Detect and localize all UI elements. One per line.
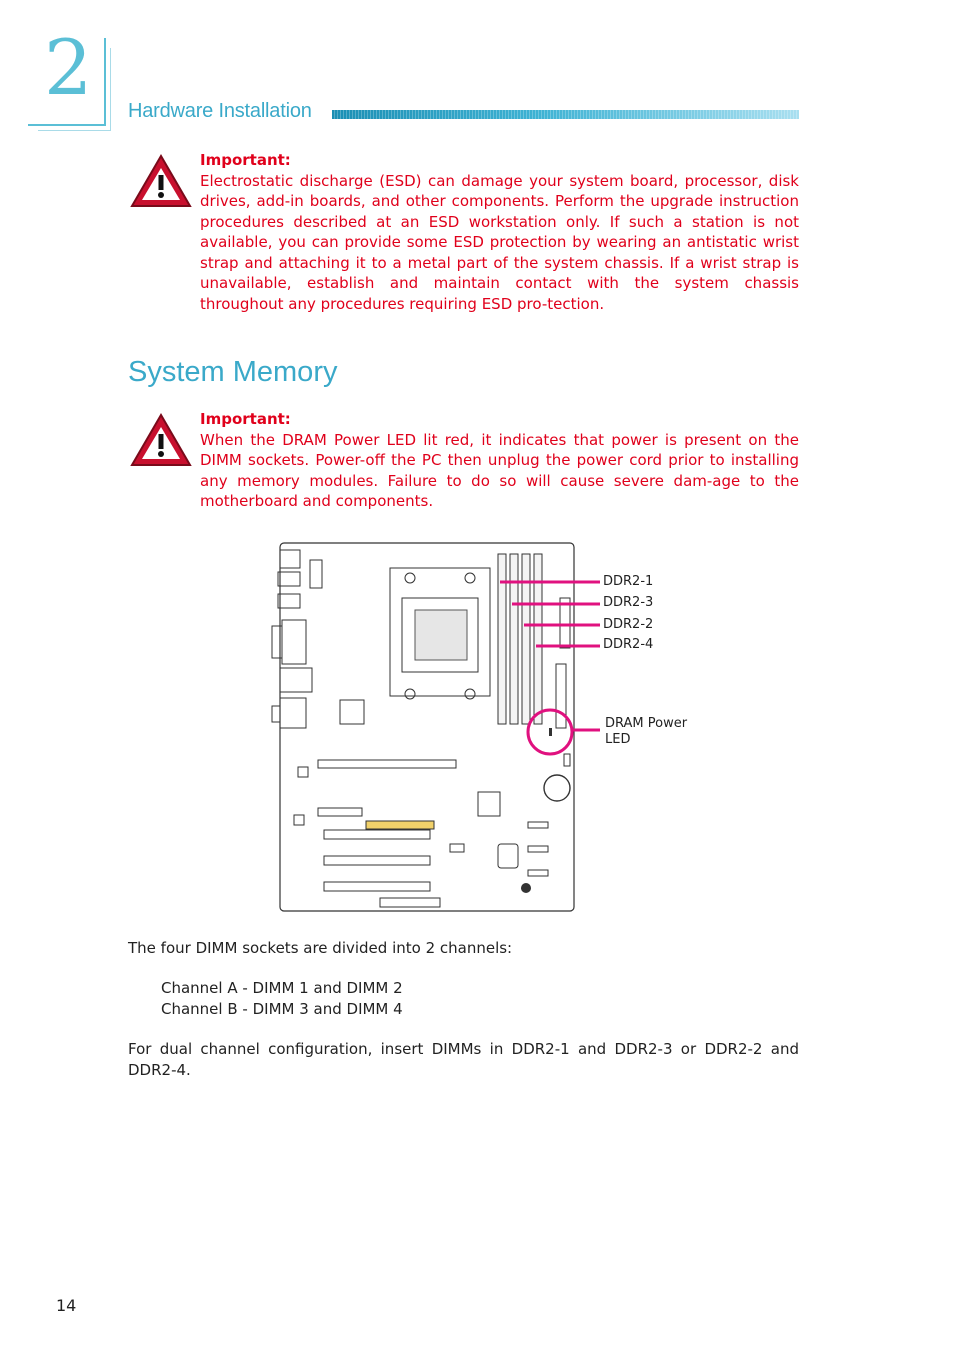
warning-triangle-icon — [130, 412, 192, 468]
header-decor-bar — [332, 110, 799, 119]
callout-ddr2-4: DDR2-4 — [603, 637, 654, 652]
callout-ddr2-2: DDR2-2 — [603, 617, 654, 632]
section-title: Hardware Installation — [128, 100, 312, 122]
warning-body: When the DRAM Power LED lit red, it indicates that power is present on the DIMM sockets. Power-off the PC then unplug the power cord prior to installing any memory modules. Failure to do so will cause severe dam-age to the motherboard and components. — [200, 430, 799, 510]
warning-label: Important: — [200, 151, 291, 169]
warning-label: Important: — [200, 410, 291, 428]
dram-led-warning — [200, 409, 799, 512]
channel-a-line: Channel A - DIMM 1 and DIMM 2 — [161, 979, 403, 997]
callout-dram-power-led — [605, 716, 687, 748]
warning-triangle-icon — [130, 153, 192, 209]
warning-body: Electrostatic discharge (ESD) can damage your system board, processor, disk drives, add-in boards, and other components. Perform the upgrade instruction procedures described at an ESD workstation only. If such a station is not available, you can provide some ESD protection by wearing an antistatic wrist strap and attaching it to a metal part of the system chassis. If a wrist strap is unavailable, establish and maintain contact with the system chassis throughout any procedures requiring ESD pro-tection. — [200, 171, 799, 313]
chapter-number: 2 — [44, 23, 93, 112]
callout-ddr2-3: DDR2-3 — [603, 595, 654, 610]
page-number: 14 — [56, 1296, 77, 1315]
callout-led-line2: LED — [605, 732, 631, 747]
page-title: System Memory — [128, 356, 338, 388]
callout-led-line1: DRAM Power — [605, 716, 688, 731]
channels-intro: The four DIMM sockets are divided into 2 channels: — [128, 939, 513, 957]
channel-b-line: Channel B - DIMM 3 and DIMM 4 — [161, 1000, 403, 1018]
callout-ddr2-1: DDR2-1 — [603, 574, 654, 589]
dual-channel-note: For dual channel configuration, insert DIMMs in DDR2-1 and DDR2-3 or DDR2-2 and DDR2-4. — [128, 1040, 799, 1079]
esd-warning — [200, 150, 799, 314]
